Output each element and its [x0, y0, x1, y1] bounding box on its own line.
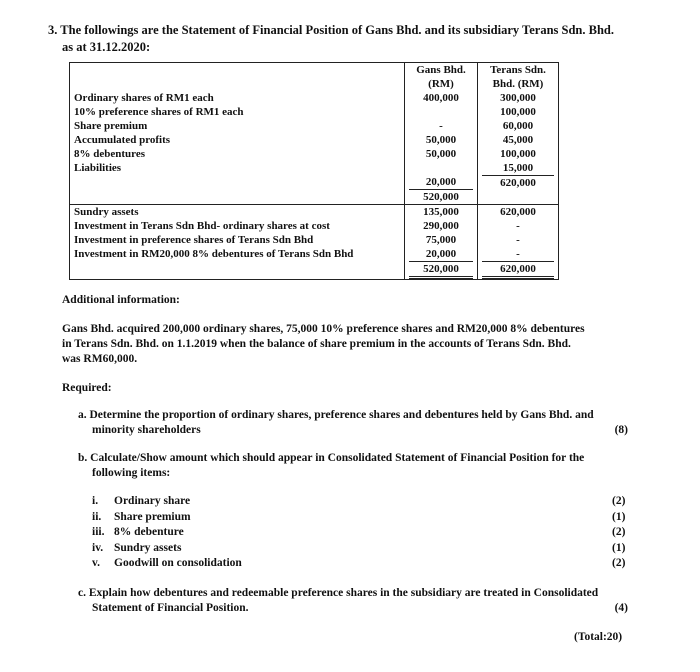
gans-value — [409, 161, 473, 175]
gans-value: 75,000 — [425, 234, 457, 246]
additional-info-line2: in Terans Sdn. Bhd. on 1.1.2019 when the balance of share premium in the accounts of Terans Sdn. Bhd. — [62, 338, 571, 350]
total-marks: (Total:20) — [574, 631, 623, 643]
item-text: 8% debenture — [114, 526, 184, 538]
terans-value: - — [482, 247, 554, 262]
gans-value: - — [439, 120, 443, 132]
list-item — [0, 494, 700, 510]
terans-lower-cell — [478, 205, 559, 280]
label-ordinary-shares: Ordinary shares of RM1 each — [74, 92, 214, 104]
label-debentures: 8% debentures — [74, 148, 145, 160]
gans-value: 20,000 — [409, 247, 473, 262]
item-number: iii. — [92, 526, 105, 538]
item-marks: (2) — [612, 526, 626, 538]
part-c-line2: Statement of Financial Position. — [92, 602, 249, 614]
gans-header-line1: Gans Bhd. — [416, 64, 466, 76]
terans-value: 100,000 — [500, 106, 536, 118]
label-investment-debentures: Investment in RM20,000 8% debentures of Terans Sdn Bhd — [74, 248, 354, 260]
item-number: ii. — [92, 510, 102, 523]
terans-header-line1: Terans Sdn. — [490, 64, 546, 76]
question-title-line1: The followings are the Statement of Financial Position of Gans Bhd. and its subsidiary Terans Sdn. Bhd. — [60, 23, 614, 37]
lower-labels-cell — [70, 205, 405, 280]
item-marks: (1) — [612, 541, 626, 554]
terans-upper-cell — [478, 63, 559, 205]
terans-upper-total: 620,000 — [500, 177, 536, 189]
terans-value: - — [516, 220, 520, 232]
additional-info-line1: Gans Bhd. acquired 200,000 ordinary shares, 75,000 10% preference shares and RM20,000 8% debentures — [62, 323, 585, 335]
upper-labels-cell — [70, 63, 405, 205]
item-marks: (2) — [612, 557, 626, 569]
required-part-a — [78, 408, 628, 438]
list-item — [0, 525, 700, 541]
gans-value: 135,000 — [423, 206, 459, 218]
item-number: i. — [92, 495, 99, 507]
part-c-marks: (4) — [614, 602, 628, 614]
gans-value: 50,000 — [425, 134, 457, 146]
terans-value: 15,000 — [482, 161, 554, 176]
gans-value: 20,000 — [409, 175, 473, 190]
part-c-line1: c. Explain how debentures and redeemable preference shares in the subsidiary are treated in Consolidated — [78, 587, 599, 599]
gans-value: 50,000 — [425, 148, 457, 160]
item-text: Ordinary share — [114, 495, 191, 507]
list-item — [0, 556, 700, 572]
part-a-line1: a. Determine the proportion of ordinary shares, preference shares and debentures held by Gans Bhd. and — [78, 409, 594, 421]
part-b-line1: b. Calculate/Show amount which should appear in Consolidated Statement of Financial Position for the — [78, 452, 585, 464]
label-investment-ordinary: Investment in Terans Sdn Bhd- ordinary shares at cost — [74, 220, 330, 232]
list-item — [0, 541, 700, 557]
gans-upper-cell — [405, 63, 478, 205]
item-marks: (1) — [612, 510, 626, 523]
financial-position-table — [69, 62, 559, 280]
part-a-marks: (8) — [614, 424, 628, 436]
gans-value: 290,000 — [423, 220, 459, 232]
item-text: Goodwill on consolidation — [114, 557, 242, 569]
terans-value: 300,000 — [500, 92, 536, 104]
additional-info-paragraph — [62, 322, 632, 367]
item-text: Share premium — [114, 510, 191, 523]
item-marks: (2) — [612, 495, 626, 507]
terans-value: 45,000 — [502, 134, 534, 146]
label-preference-shares: 10% preference shares of RM1 each — [74, 106, 244, 118]
item-number: iv. — [92, 541, 104, 554]
lower-section-row — [70, 205, 559, 280]
label-investment-preference: Investment in preference shares of Terans Sdn Bhd — [74, 234, 314, 246]
additional-info-heading: Additional information: — [62, 294, 180, 306]
question-title — [48, 22, 668, 56]
terans-value: - — [516, 234, 520, 246]
gans-lower-total: 520,000 — [409, 262, 473, 279]
list-item — [0, 510, 700, 526]
item-number: v. — [92, 557, 100, 569]
label-sundry-assets: Sundry assets — [74, 206, 139, 218]
question-number: 3. — [48, 23, 58, 37]
terans-lower-total: 620,000 — [482, 262, 554, 279]
additional-info-line3: was RM60,000. — [62, 353, 138, 365]
gans-upper-total: 520,000 — [423, 191, 459, 203]
required-part-c — [78, 586, 628, 616]
part-a-line2: minority shareholders — [92, 424, 201, 436]
gans-lower-cell — [405, 205, 478, 280]
upper-section-row — [70, 63, 559, 205]
part-b-items — [0, 494, 700, 574]
terans-value: 100,000 — [500, 148, 536, 160]
terans-value: 620,000 — [500, 206, 536, 218]
label-liabilities: Liabilities — [74, 162, 122, 174]
part-b-line2: following items: — [92, 467, 171, 479]
gans-value: 400,000 — [423, 92, 459, 104]
label-share-premium: Share premium — [74, 120, 148, 132]
label-accumulated-profits: Accumulated profits — [74, 134, 171, 146]
question-title-line2: as at 31.12.2020: — [62, 40, 151, 54]
gans-header-line2: (RM) — [428, 78, 454, 90]
required-part-b — [78, 451, 628, 481]
required-heading: Required: — [62, 382, 112, 394]
item-text: Sundry assets — [114, 541, 182, 554]
terans-header-line2: Bhd. (RM) — [492, 78, 544, 90]
terans-value: 60,000 — [502, 120, 534, 132]
